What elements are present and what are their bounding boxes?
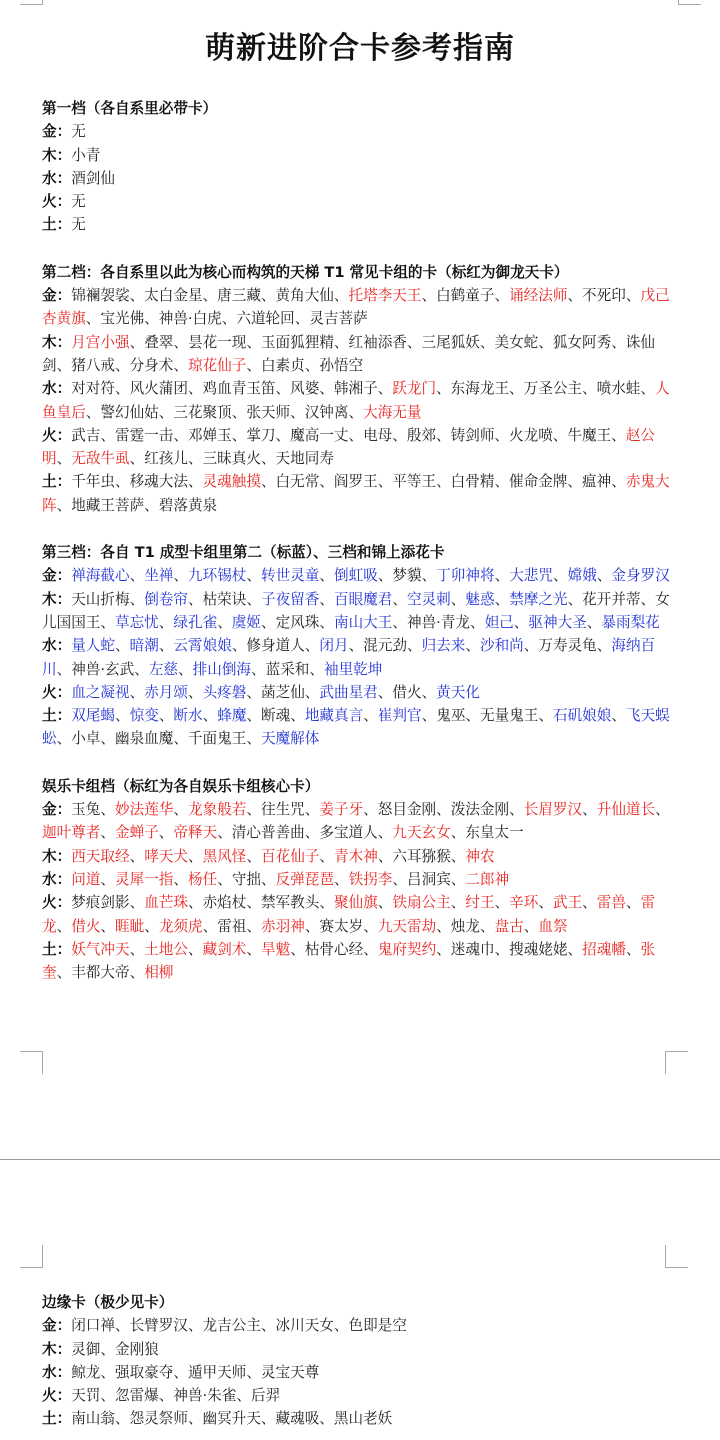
highlighted-card-blue: 血之凝视 bbox=[71, 683, 130, 701]
card-list-text: 、 bbox=[56, 917, 72, 935]
element-label: 土： bbox=[42, 707, 72, 725]
card-list-text: 、菡芝仙、 bbox=[246, 683, 320, 701]
highlighted-card-blue: 嫦娥 bbox=[567, 567, 597, 585]
highlighted-card-red: 借火 bbox=[71, 917, 101, 935]
section-gap bbox=[42, 751, 672, 775]
highlighted-card-blue: 魅惑 bbox=[465, 590, 495, 608]
card-list-text: 武吉、雷霆一击、邓婵玉、掌刀、魔高一丈、电母、殷郊、铸剑师、火龙喷、牛魔王、 bbox=[71, 426, 626, 444]
highlighted-card-blue: 武曲星君 bbox=[319, 683, 378, 701]
card-list-text: 无 bbox=[71, 216, 86, 234]
card-list-text: 小青 bbox=[71, 146, 101, 164]
highlighted-card-blue: 倒虹吸 bbox=[334, 567, 378, 585]
highlighted-card-blue: 赤月颂 bbox=[144, 683, 188, 701]
highlighted-card-blue: 云霄娘娘 bbox=[173, 637, 232, 655]
highlighted-card-red: 黑风怪 bbox=[202, 847, 247, 865]
highlighted-card-red: 招魂幡 bbox=[582, 940, 626, 958]
element-label: 木： bbox=[42, 847, 72, 865]
element-row bbox=[42, 1407, 672, 1430]
card-list-text: 、红孩儿、三昧真火、天地同寿 bbox=[129, 450, 334, 468]
element-row bbox=[42, 564, 672, 587]
card-list-text: 、 bbox=[173, 801, 188, 819]
highlighted-card-red: 哮天犬 bbox=[144, 847, 188, 865]
card-list-text: 、 bbox=[377, 894, 393, 912]
card-list-text: 、宝光佛、神兽·白虎、六道轮回、灵吉菩萨 bbox=[85, 310, 368, 328]
card-list-text: 、 bbox=[319, 847, 335, 865]
highlighted-card-blue: 崔判官 bbox=[377, 707, 422, 725]
card-list-text: 、神兽·青龙、 bbox=[392, 613, 485, 631]
page-corner-mark bbox=[665, 1245, 688, 1268]
element-row bbox=[42, 798, 672, 845]
card-list-text: 、 bbox=[319, 567, 335, 585]
page-corner-mark bbox=[678, 0, 701, 5]
card-list-text: 、 bbox=[115, 707, 130, 725]
section-gap bbox=[42, 237, 672, 261]
card-list-text: 、 bbox=[538, 894, 553, 912]
page-corner-mark bbox=[20, 0, 43, 5]
card-list-text: 、地藏王菩萨、碧落黄泉 bbox=[56, 496, 218, 514]
tier-section bbox=[42, 1291, 672, 1431]
card-list-text: 对对符、风火蒲团、鸡血青玉笛、风婆、韩湘子、 bbox=[71, 380, 393, 398]
card-list-text: 、守拙、 bbox=[217, 870, 276, 888]
highlighted-card-red: 血祭 bbox=[538, 917, 568, 935]
card-list-text: 、花开并蒂、女儿国国王、 bbox=[42, 590, 670, 631]
card-list-text: 、 bbox=[246, 940, 262, 958]
element-row bbox=[42, 190, 672, 213]
highlighted-card-blue: 黄天化 bbox=[436, 683, 480, 701]
card-list-text: 、东皇太一 bbox=[450, 824, 524, 842]
card-list-text: 、断魂、 bbox=[246, 707, 305, 725]
highlighted-card-blue: 归去来 bbox=[421, 637, 466, 655]
element-label: 金： bbox=[42, 287, 72, 305]
element-row bbox=[42, 1384, 672, 1407]
highlighted-card-blue: 禅海截心 bbox=[71, 567, 130, 585]
highlighted-card-red: 雷兽 bbox=[596, 894, 626, 912]
highlighted-card-blue: 双尾蝎 bbox=[71, 707, 115, 725]
card-list-text: 、迷魂巾、搜魂姥姥、 bbox=[436, 940, 583, 958]
section-heading: 娱乐卡组档（标红为各自娱乐卡组核心卡） bbox=[42, 777, 320, 795]
page-corner-mark bbox=[20, 1051, 43, 1074]
highlighted-card-red: 鬼府契约 bbox=[377, 940, 437, 958]
element-label: 火： bbox=[42, 1387, 72, 1405]
card-list-text: 、 bbox=[100, 870, 116, 888]
highlighted-card-blue: 转世灵童 bbox=[261, 567, 320, 585]
element-row bbox=[42, 845, 672, 868]
highlighted-card-red: 土地公 bbox=[144, 940, 188, 958]
card-list-text: 天罚、忽雷爆、神兽·朱雀、后羿 bbox=[71, 1387, 281, 1405]
element-row bbox=[42, 120, 672, 143]
highlighted-card-red: 托塔李天王 bbox=[348, 287, 422, 305]
element-label: 土： bbox=[42, 473, 72, 491]
element-row bbox=[42, 891, 672, 938]
card-list-text: 千年虫、移魂大法、 bbox=[71, 473, 203, 491]
card-list-text: 、吕洞宾、 bbox=[392, 870, 466, 888]
element-label: 土： bbox=[42, 216, 72, 234]
element-row bbox=[42, 868, 672, 891]
highlighted-card-red: 聚仙旗 bbox=[333, 894, 378, 912]
card-list-text: 玉兔、 bbox=[71, 801, 115, 819]
card-list-text: 无 bbox=[71, 123, 86, 141]
highlighted-card-red: 盘古 bbox=[494, 917, 524, 935]
highlighted-card-blue: 妲己 bbox=[484, 613, 514, 631]
section-heading: 第一档（各自系里必带卡） bbox=[42, 100, 218, 117]
card-list-text: 、万寿灵龟、 bbox=[523, 637, 612, 655]
highlighted-card-red: 龙须虎 bbox=[158, 917, 203, 935]
card-list-text: 、 bbox=[129, 847, 145, 865]
page-break-line bbox=[0, 1159, 720, 1160]
highlighted-card-red: 辛环 bbox=[509, 894, 539, 912]
card-list-text: 、赛太岁、 bbox=[304, 917, 378, 935]
highlighted-card-blue: 头疼磐 bbox=[202, 683, 247, 701]
page-corner-mark bbox=[665, 1051, 688, 1074]
highlighted-card-red: 帝释天 bbox=[173, 824, 218, 842]
highlighted-card-red: 赤羽神 bbox=[261, 917, 305, 935]
card-list-text: 、 bbox=[450, 894, 466, 912]
card-list-text: 、 bbox=[173, 870, 189, 888]
card-list-text: 闭口禅、长臂罗汉、龙吉公主、冰川天女、色即是空 bbox=[71, 1317, 407, 1335]
card-list-text: 、 bbox=[178, 660, 193, 678]
card-list-text: 、怒目金刚、泼法金刚、 bbox=[363, 801, 524, 819]
highlighted-card-red: 铁拐李 bbox=[348, 870, 393, 888]
card-list-text: 、借火、 bbox=[377, 683, 437, 701]
card-list-text: 、 bbox=[586, 613, 602, 631]
highlighted-card-blue: 驱神大圣 bbox=[528, 613, 587, 631]
card-list-text: 、 bbox=[129, 567, 145, 585]
highlighted-card-blue: 量人蛇 bbox=[71, 637, 115, 655]
highlighted-card-blue: 金身罗汉 bbox=[611, 567, 670, 585]
highlighted-card-blue: 暴雨梨花 bbox=[601, 613, 660, 631]
card-list-text: 、雷祖、 bbox=[202, 917, 262, 935]
card-list-text: 、 bbox=[158, 637, 174, 655]
section-heading: 第三档：各自 T1 成型卡组里第二（标蓝）、三档和锦上添花卡 bbox=[42, 544, 445, 562]
card-list-text: 、丰都大帝、 bbox=[56, 964, 145, 982]
card-list-text: 、鬼巫、无量鬼王、 bbox=[421, 707, 553, 725]
card-list-text: 酒剑仙 bbox=[71, 169, 115, 187]
highlighted-card-blue: 绿孔雀 bbox=[173, 613, 218, 631]
card-list-text: 梦痕剑影、 bbox=[71, 894, 145, 912]
card-list-text: 、 bbox=[100, 824, 115, 842]
highlighted-card-red: 雷龙 bbox=[42, 894, 656, 935]
highlighted-card-red: 大海无量 bbox=[363, 403, 422, 421]
card-list-text: 、 bbox=[56, 450, 72, 468]
page-corner-mark bbox=[20, 1245, 43, 1268]
element-label: 土： bbox=[42, 940, 72, 958]
card-list-text: 、 bbox=[158, 613, 174, 631]
highlighted-card-blue: 九环锡杖 bbox=[188, 567, 247, 585]
element-row bbox=[42, 331, 672, 378]
element-row bbox=[42, 167, 672, 190]
document-body bbox=[42, 97, 672, 984]
card-list-text: 、 bbox=[611, 707, 626, 725]
card-list-text: 、枯荣诀、 bbox=[187, 590, 261, 608]
section-gap bbox=[42, 517, 672, 541]
card-list-text: 、 bbox=[129, 940, 145, 958]
card-list-text: 、 bbox=[188, 847, 203, 865]
highlighted-card-red: 青木神 bbox=[334, 847, 378, 865]
element-row bbox=[42, 377, 672, 424]
card-list-text: 、 bbox=[513, 613, 529, 631]
highlighted-card-blue: 倒卷帘 bbox=[144, 590, 188, 608]
highlighted-card-red: 九天玄女 bbox=[392, 824, 451, 842]
card-list-text: 、神兽·玄武、 bbox=[56, 660, 149, 678]
card-list-text: 、白鹤童子、 bbox=[421, 287, 510, 305]
highlighted-card-red: 人鱼皇后 bbox=[42, 380, 670, 421]
card-list-text: 、 bbox=[115, 637, 130, 655]
highlighted-card-blue: 断水 bbox=[173, 707, 203, 725]
highlighted-card-red: 二郎神 bbox=[465, 870, 510, 888]
highlighted-card-blue: 闭月 bbox=[319, 637, 349, 655]
tier-section bbox=[42, 261, 672, 517]
element-label: 水： bbox=[42, 637, 72, 655]
highlighted-card-red: 姜子牙 bbox=[319, 801, 364, 819]
card-list-text: 、赤焰杖、禁军教头、 bbox=[187, 894, 334, 912]
document-page-2 bbox=[0, 1161, 720, 1440]
element-row bbox=[42, 704, 672, 751]
card-list-text: 、 bbox=[494, 590, 510, 608]
card-list-text: 、 bbox=[363, 707, 378, 725]
tier-section bbox=[42, 775, 672, 985]
highlighted-card-red: 反弹琵琶 bbox=[275, 870, 334, 888]
highlighted-card-red: 相柳 bbox=[144, 964, 174, 982]
element-label: 水： bbox=[42, 380, 72, 398]
highlighted-card-blue: 石矶娘娘 bbox=[552, 707, 612, 725]
card-list-text: 无 bbox=[71, 193, 86, 211]
highlighted-card-red: 赤鬼大阵 bbox=[42, 473, 670, 514]
highlighted-card-red: 灵魂触摸 bbox=[202, 473, 261, 491]
card-list-text: 、 bbox=[246, 567, 262, 585]
card-list-text: 鲸龙、强取豪夺、遁甲天师、灵宝天尊 bbox=[71, 1363, 320, 1381]
card-list-text: 、枯骨心经、 bbox=[290, 940, 378, 958]
element-label: 水： bbox=[42, 169, 72, 187]
highlighted-card-blue: 海纳百川 bbox=[42, 637, 656, 678]
element-row bbox=[42, 1314, 672, 1337]
highlighted-card-red: 张奎 bbox=[42, 940, 656, 982]
element-label: 火： bbox=[42, 426, 72, 444]
card-list-text: 、 bbox=[144, 917, 159, 935]
highlighted-card-red: 血芒珠 bbox=[144, 894, 188, 912]
highlighted-card-red: 长眉罗汉 bbox=[523, 801, 583, 819]
highlighted-card-red: 西天取经 bbox=[71, 847, 130, 865]
highlighted-card-red: 戊己杏黄旗 bbox=[42, 287, 670, 328]
card-list-text: 、清心普善曲、多宝道人、 bbox=[217, 824, 393, 842]
highlighted-card-red: 杨任 bbox=[188, 870, 218, 888]
highlighted-card-red: 武王 bbox=[552, 894, 583, 912]
highlighted-card-blue: 暗潮 bbox=[129, 637, 159, 655]
card-list-text: 、 bbox=[100, 917, 116, 935]
card-list-text: 、梦貘、 bbox=[377, 567, 437, 585]
highlighted-card-red: 灵犀一指 bbox=[115, 870, 174, 888]
card-list-text: 、蓝采和、 bbox=[251, 660, 324, 678]
card-list-text: 、 bbox=[246, 847, 262, 865]
highlighted-card-blue: 空灵刺 bbox=[406, 590, 451, 608]
card-list-text: 、 bbox=[158, 824, 174, 842]
card-list-text: 、混元劲、 bbox=[348, 637, 422, 655]
element-label: 木： bbox=[42, 333, 72, 351]
element-row bbox=[42, 588, 672, 635]
highlighted-card-blue: 排山倒海 bbox=[192, 660, 252, 678]
card-list-text: 、 bbox=[582, 801, 597, 819]
highlighted-card-red: 九天雷劫 bbox=[377, 917, 437, 935]
card-list-text: 、 bbox=[494, 894, 510, 912]
card-list-text: 、白无常、阎罗王、平等王、白骨精、催命金牌、瘟神、 bbox=[260, 473, 626, 491]
element-row bbox=[42, 284, 672, 331]
card-list-text: 、定风珠、 bbox=[261, 613, 334, 631]
element-label: 金： bbox=[42, 123, 72, 141]
card-list-text: 、 bbox=[655, 801, 670, 819]
card-list-text: 、 bbox=[450, 590, 466, 608]
card-list-text: 、 bbox=[582, 894, 597, 912]
card-list-text: 天山折梅、 bbox=[71, 590, 145, 608]
document-body-page-2 bbox=[42, 1291, 672, 1431]
card-list-text: 、不死印、 bbox=[567, 287, 641, 305]
highlighted-card-red: 神农 bbox=[465, 847, 495, 865]
card-list-text: 、 bbox=[188, 940, 203, 958]
element-label: 火： bbox=[42, 193, 72, 211]
highlighted-card-blue: 袖里乾坤 bbox=[324, 660, 383, 678]
element-label: 木： bbox=[42, 590, 72, 608]
highlighted-card-red: 妙法莲华 bbox=[115, 801, 174, 819]
highlighted-card-red: 月宫小强 bbox=[71, 333, 130, 351]
highlighted-card-blue: 坐禅 bbox=[144, 567, 174, 585]
card-list-text: 、 bbox=[334, 870, 349, 888]
card-list-text: 、 bbox=[173, 567, 189, 585]
highlighted-card-blue: 百眼魔君 bbox=[333, 590, 393, 608]
highlighted-card-blue: 天魔解体 bbox=[260, 730, 320, 748]
card-list-text: 、白素贞、孙悟空 bbox=[246, 356, 364, 374]
card-list-text: 、 bbox=[202, 707, 218, 725]
element-row bbox=[42, 634, 672, 681]
element-label: 木： bbox=[42, 146, 72, 164]
element-row bbox=[42, 681, 672, 704]
highlighted-card-blue: 左慈 bbox=[148, 660, 179, 678]
highlighted-card-red: 问道 bbox=[71, 870, 101, 888]
highlighted-card-red: 纣王 bbox=[465, 894, 495, 912]
card-list-text: 、 bbox=[158, 707, 174, 725]
element-row bbox=[42, 213, 672, 236]
highlighted-card-blue: 蜂魔 bbox=[217, 707, 247, 725]
highlighted-card-blue: 禁摩之光 bbox=[509, 590, 568, 608]
card-list-text: 、往生咒、 bbox=[246, 801, 320, 819]
element-row bbox=[42, 1338, 672, 1361]
tier-section bbox=[42, 541, 672, 751]
element-label: 水： bbox=[42, 1363, 72, 1381]
element-label: 金： bbox=[42, 567, 72, 585]
card-list-text: 、 bbox=[625, 940, 641, 958]
tier-section bbox=[42, 97, 672, 237]
highlighted-card-red: 跃龙门 bbox=[392, 380, 437, 398]
card-list-text: 、修身道人、 bbox=[231, 637, 320, 655]
card-list-text: 、烛龙、 bbox=[436, 917, 495, 935]
highlighted-card-blue: 子夜留香 bbox=[260, 590, 320, 608]
card-list-text: 、 bbox=[392, 590, 407, 608]
card-list-text: 、 bbox=[625, 894, 641, 912]
highlighted-card-blue: 虞姬 bbox=[231, 613, 261, 631]
card-list-text: 、东海龙王、万圣公主、喷水蛙、 bbox=[436, 380, 655, 398]
element-label: 金： bbox=[42, 801, 72, 819]
card-list-text: 、 bbox=[494, 567, 510, 585]
element-row bbox=[42, 938, 672, 985]
element-label: 金： bbox=[42, 1317, 72, 1335]
card-list-text: 、叠翠、昙花一现、玉面狐狸精、红袖添香、三尾狐妖、美女蛇、狐女阿秀、诛仙剑、猪八戒、分身术、 bbox=[42, 333, 655, 374]
card-list-text: 、 bbox=[523, 917, 539, 935]
highlighted-card-blue: 南山大王 bbox=[333, 613, 393, 631]
highlighted-card-red: 金蝉子 bbox=[115, 824, 159, 842]
card-list-text: 南山翁、怨灵祭师、幽冥升天、藏魂吸、黑山老妖 bbox=[71, 1410, 393, 1428]
card-list-text: 、 bbox=[553, 567, 568, 585]
section-heading: 第二档：各自系里以此为核心而构筑的天梯 T1 常见卡组的卡（标红为御龙天卡） bbox=[42, 263, 569, 281]
highlighted-card-blue: 惊变 bbox=[129, 707, 159, 725]
highlighted-card-blue: 飞天蜈蚣 bbox=[42, 707, 670, 748]
card-list-text: 、六耳猕猴、 bbox=[377, 847, 466, 865]
element-row bbox=[42, 424, 672, 471]
highlighted-card-red: 琼花仙子 bbox=[187, 356, 247, 374]
highlighted-card-red: 旱魃 bbox=[261, 940, 291, 958]
element-label: 土： bbox=[42, 1410, 72, 1428]
highlighted-card-blue: 草忘忧 bbox=[114, 613, 159, 631]
document-title: 萌新进阶合卡参考指南 bbox=[205, 31, 515, 66]
highlighted-card-blue: 丁卯神将 bbox=[436, 567, 495, 585]
element-label: 水： bbox=[42, 870, 72, 888]
element-row bbox=[42, 470, 672, 517]
highlighted-card-blue: 地藏真言 bbox=[304, 707, 364, 725]
highlighted-card-red: 百花仙子 bbox=[261, 847, 320, 865]
highlighted-card-red: 赵公明 bbox=[42, 426, 655, 468]
card-list-text: 灵御、金刚狼 bbox=[71, 1340, 159, 1358]
card-list-text: 、警幻仙姑、三花聚顶、张天师、汉钟离、 bbox=[85, 403, 364, 421]
card-list-text: 、 bbox=[129, 683, 145, 701]
highlighted-card-red: 龙象般若 bbox=[188, 801, 247, 819]
element-row bbox=[42, 144, 672, 167]
card-list-text: 、 bbox=[188, 683, 203, 701]
card-list-text: 、 bbox=[465, 637, 480, 655]
highlighted-card-red: 无敌牛虱 bbox=[71, 450, 130, 468]
highlighted-card-red: 诵经法师 bbox=[509, 287, 568, 305]
highlighted-card-blue: 大悲咒 bbox=[509, 567, 553, 585]
element-label: 火： bbox=[42, 894, 72, 912]
highlighted-card-red: 升仙道长 bbox=[596, 801, 656, 819]
section-heading: 边缘卡（极少见卡） bbox=[42, 1294, 174, 1311]
highlighted-card-blue: 沙和尚 bbox=[479, 637, 524, 655]
highlighted-card-red: 睚眦 bbox=[115, 917, 145, 935]
element-row bbox=[42, 1361, 672, 1384]
element-label: 木： bbox=[42, 1340, 72, 1358]
highlighted-card-red: 铁扇公主 bbox=[392, 894, 451, 912]
highlighted-card-red: 妖气冲天 bbox=[71, 940, 130, 958]
card-list-text: 锦襕袈裟、太白金星、唐三藏、黄角大仙、 bbox=[71, 287, 349, 305]
card-list-text: 、 bbox=[596, 567, 612, 585]
highlighted-card-red: 迦叶尊者 bbox=[42, 824, 101, 842]
element-label: 火： bbox=[42, 683, 72, 701]
card-list-text: 、小卓、幽泉血魔、千面鬼王、 bbox=[56, 730, 261, 748]
card-list-text: 、 bbox=[319, 590, 334, 608]
card-list-text: 、 bbox=[217, 613, 232, 631]
highlighted-card-red: 藏剑术 bbox=[202, 940, 247, 958]
